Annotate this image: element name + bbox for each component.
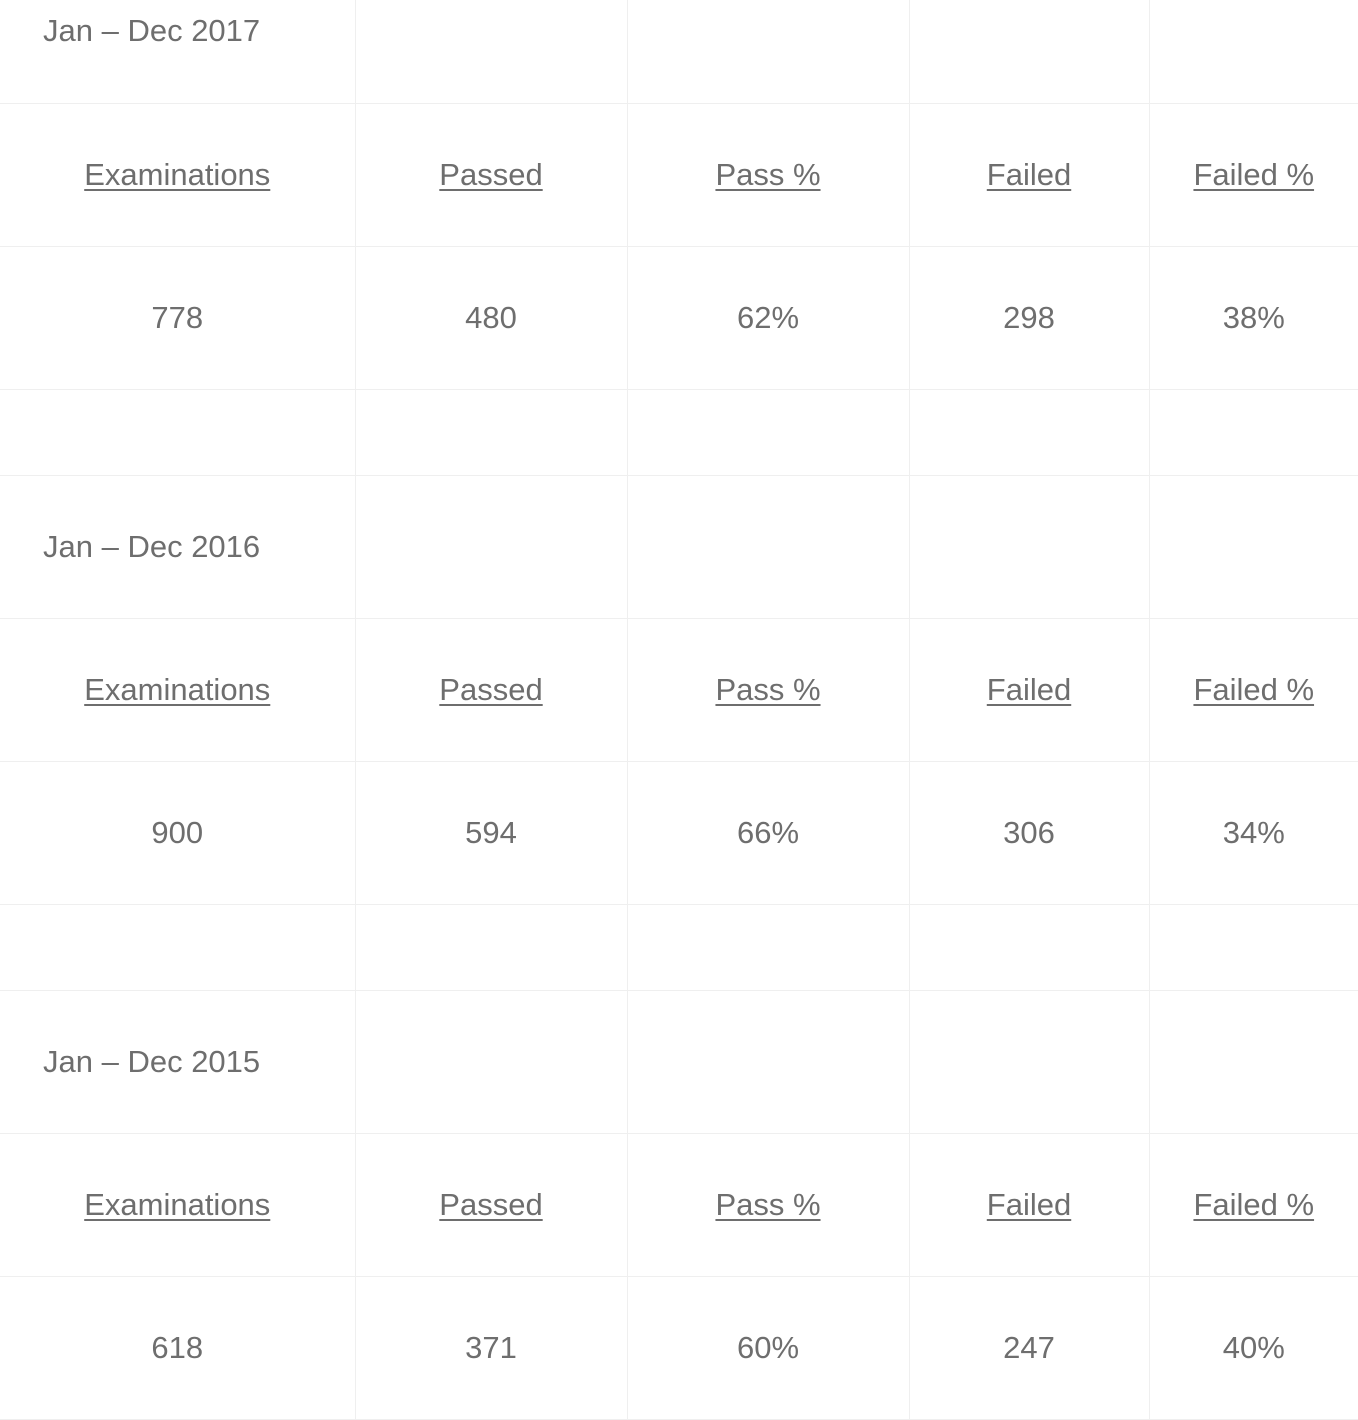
empty-cell <box>355 990 627 1133</box>
column-header-pass-percent: Pass % <box>627 618 909 761</box>
column-header-pass-percent: Pass % <box>627 1133 909 1276</box>
examinations-value: 900 <box>0 761 355 904</box>
column-header-failed: Failed <box>909 103 1149 246</box>
column-header-failed: Failed <box>909 618 1149 761</box>
pass-percent-value: 66% <box>627 761 909 904</box>
period-label: Jan – Dec 2015 <box>0 990 355 1133</box>
examinations-value: 778 <box>0 246 355 389</box>
column-header-failed-percent: Failed % <box>1149 1133 1358 1276</box>
period-label: Jan – Dec 2016 <box>0 475 355 618</box>
column-header-pass-percent: Pass % <box>627 103 909 246</box>
value-row <box>0 246 1358 389</box>
value-row <box>0 761 1358 904</box>
header-row <box>0 103 1358 246</box>
period-row <box>0 990 1358 1133</box>
passed-value: 480 <box>355 246 627 389</box>
failed-percent-value: 34% <box>1149 761 1358 904</box>
empty-cell <box>1149 0 1358 103</box>
empty-cell <box>355 0 627 103</box>
failed-value: 298 <box>909 246 1149 389</box>
empty-cell <box>909 990 1149 1133</box>
header-row <box>0 618 1358 761</box>
empty-cell <box>627 0 909 103</box>
column-header-examinations: Examinations <box>0 618 355 761</box>
header-row <box>0 1133 1358 1276</box>
period-row <box>0 475 1358 618</box>
spacer-row <box>0 904 1358 990</box>
pass-percent-value: 60% <box>627 1276 909 1419</box>
pass-percent-value: 62% <box>627 246 909 389</box>
column-header-passed: Passed <box>355 1133 627 1276</box>
empty-cell <box>909 0 1149 103</box>
empty-cell <box>355 475 627 618</box>
passed-value: 594 <box>355 761 627 904</box>
examinations-value: 618 <box>0 1276 355 1419</box>
column-header-passed: Passed <box>355 103 627 246</box>
column-header-examinations: Examinations <box>0 1133 355 1276</box>
passed-value: 371 <box>355 1276 627 1419</box>
column-header-failed: Failed <box>909 1133 1149 1276</box>
column-header-passed: Passed <box>355 618 627 761</box>
empty-cell <box>1149 475 1358 618</box>
failed-value: 247 <box>909 1276 1149 1419</box>
failed-value: 306 <box>909 761 1149 904</box>
period-row <box>0 0 1358 103</box>
empty-cell <box>627 990 909 1133</box>
column-header-failed-percent: Failed % <box>1149 103 1358 246</box>
failed-percent-value: 40% <box>1149 1276 1358 1419</box>
spacer-row <box>0 389 1358 475</box>
empty-cell <box>909 475 1149 618</box>
failed-percent-value: 38% <box>1149 246 1358 389</box>
column-header-failed-percent: Failed % <box>1149 618 1358 761</box>
empty-cell <box>1149 990 1358 1133</box>
column-header-examinations: Examinations <box>0 103 355 246</box>
period-label: Jan – Dec 2017 <box>0 0 355 103</box>
empty-cell <box>627 475 909 618</box>
